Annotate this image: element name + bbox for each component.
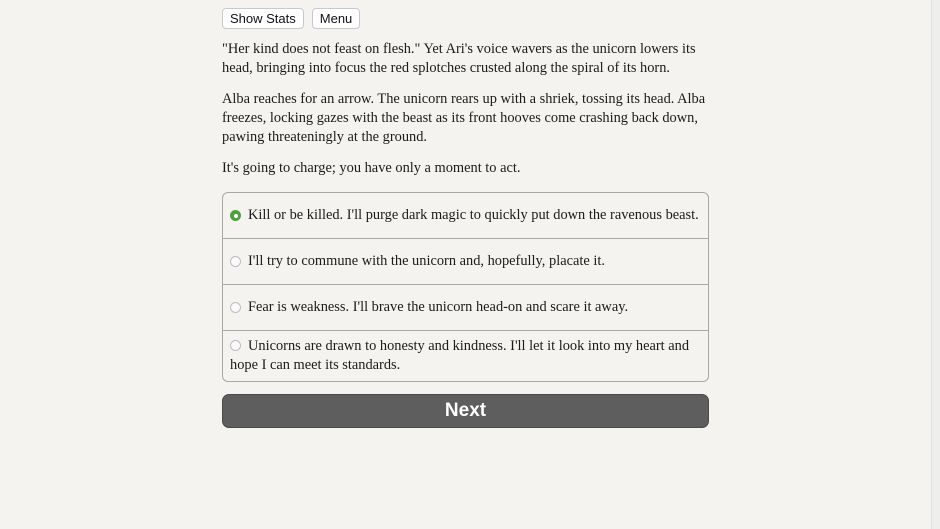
choice-list (222, 192, 709, 382)
story-paragraph: It's going to charge; you have only a moment to act. (222, 160, 521, 176)
choice-label: Fear is weakness. I'll brave the unicorn head-on and scare it away. (248, 299, 629, 315)
toolbar (222, 8, 709, 29)
choice-label: Unicorns are drawn to honesty and kindness. I'll let it look into my heart and hope I can meet its standards. (230, 338, 690, 373)
choice-option-1[interactable] (223, 193, 708, 239)
choice-option-2[interactable] (223, 239, 708, 285)
radio-unselected-icon[interactable] (230, 340, 241, 351)
show-stats-button[interactable]: Show Stats (222, 8, 304, 29)
choice-option-3[interactable] (223, 285, 708, 331)
story-paragraph: "Her kind does not feast on flesh." Yet Ari's voice wavers as the unicorn lowers its head, bringing into focus the red splotches crusted along the spiral of its horn. (222, 41, 696, 76)
radio-selected-icon[interactable] (230, 210, 241, 221)
radio-unselected-icon[interactable] (230, 256, 241, 267)
menu-button[interactable]: Menu (312, 8, 361, 29)
scrollbar[interactable] (931, 0, 940, 529)
choice-label: I'll try to commune with the unicorn and, hopefully, placate it. (248, 253, 605, 269)
choice-option-4[interactable] (223, 331, 708, 381)
choice-label: Kill or be killed. I'll purge dark magic to quickly put down the ravenous beast. (248, 207, 699, 223)
next-button[interactable]: Next (222, 394, 709, 428)
radio-unselected-icon[interactable] (230, 302, 241, 313)
story-container (222, 8, 709, 428)
story-paragraph: Alba reaches for an arrow. The unicorn rears up with a shriek, tossing its head. Alba freezes, locking gazes with the beast as its front hooves come crashing back down, pawing threateningly at the ground. (222, 91, 706, 145)
